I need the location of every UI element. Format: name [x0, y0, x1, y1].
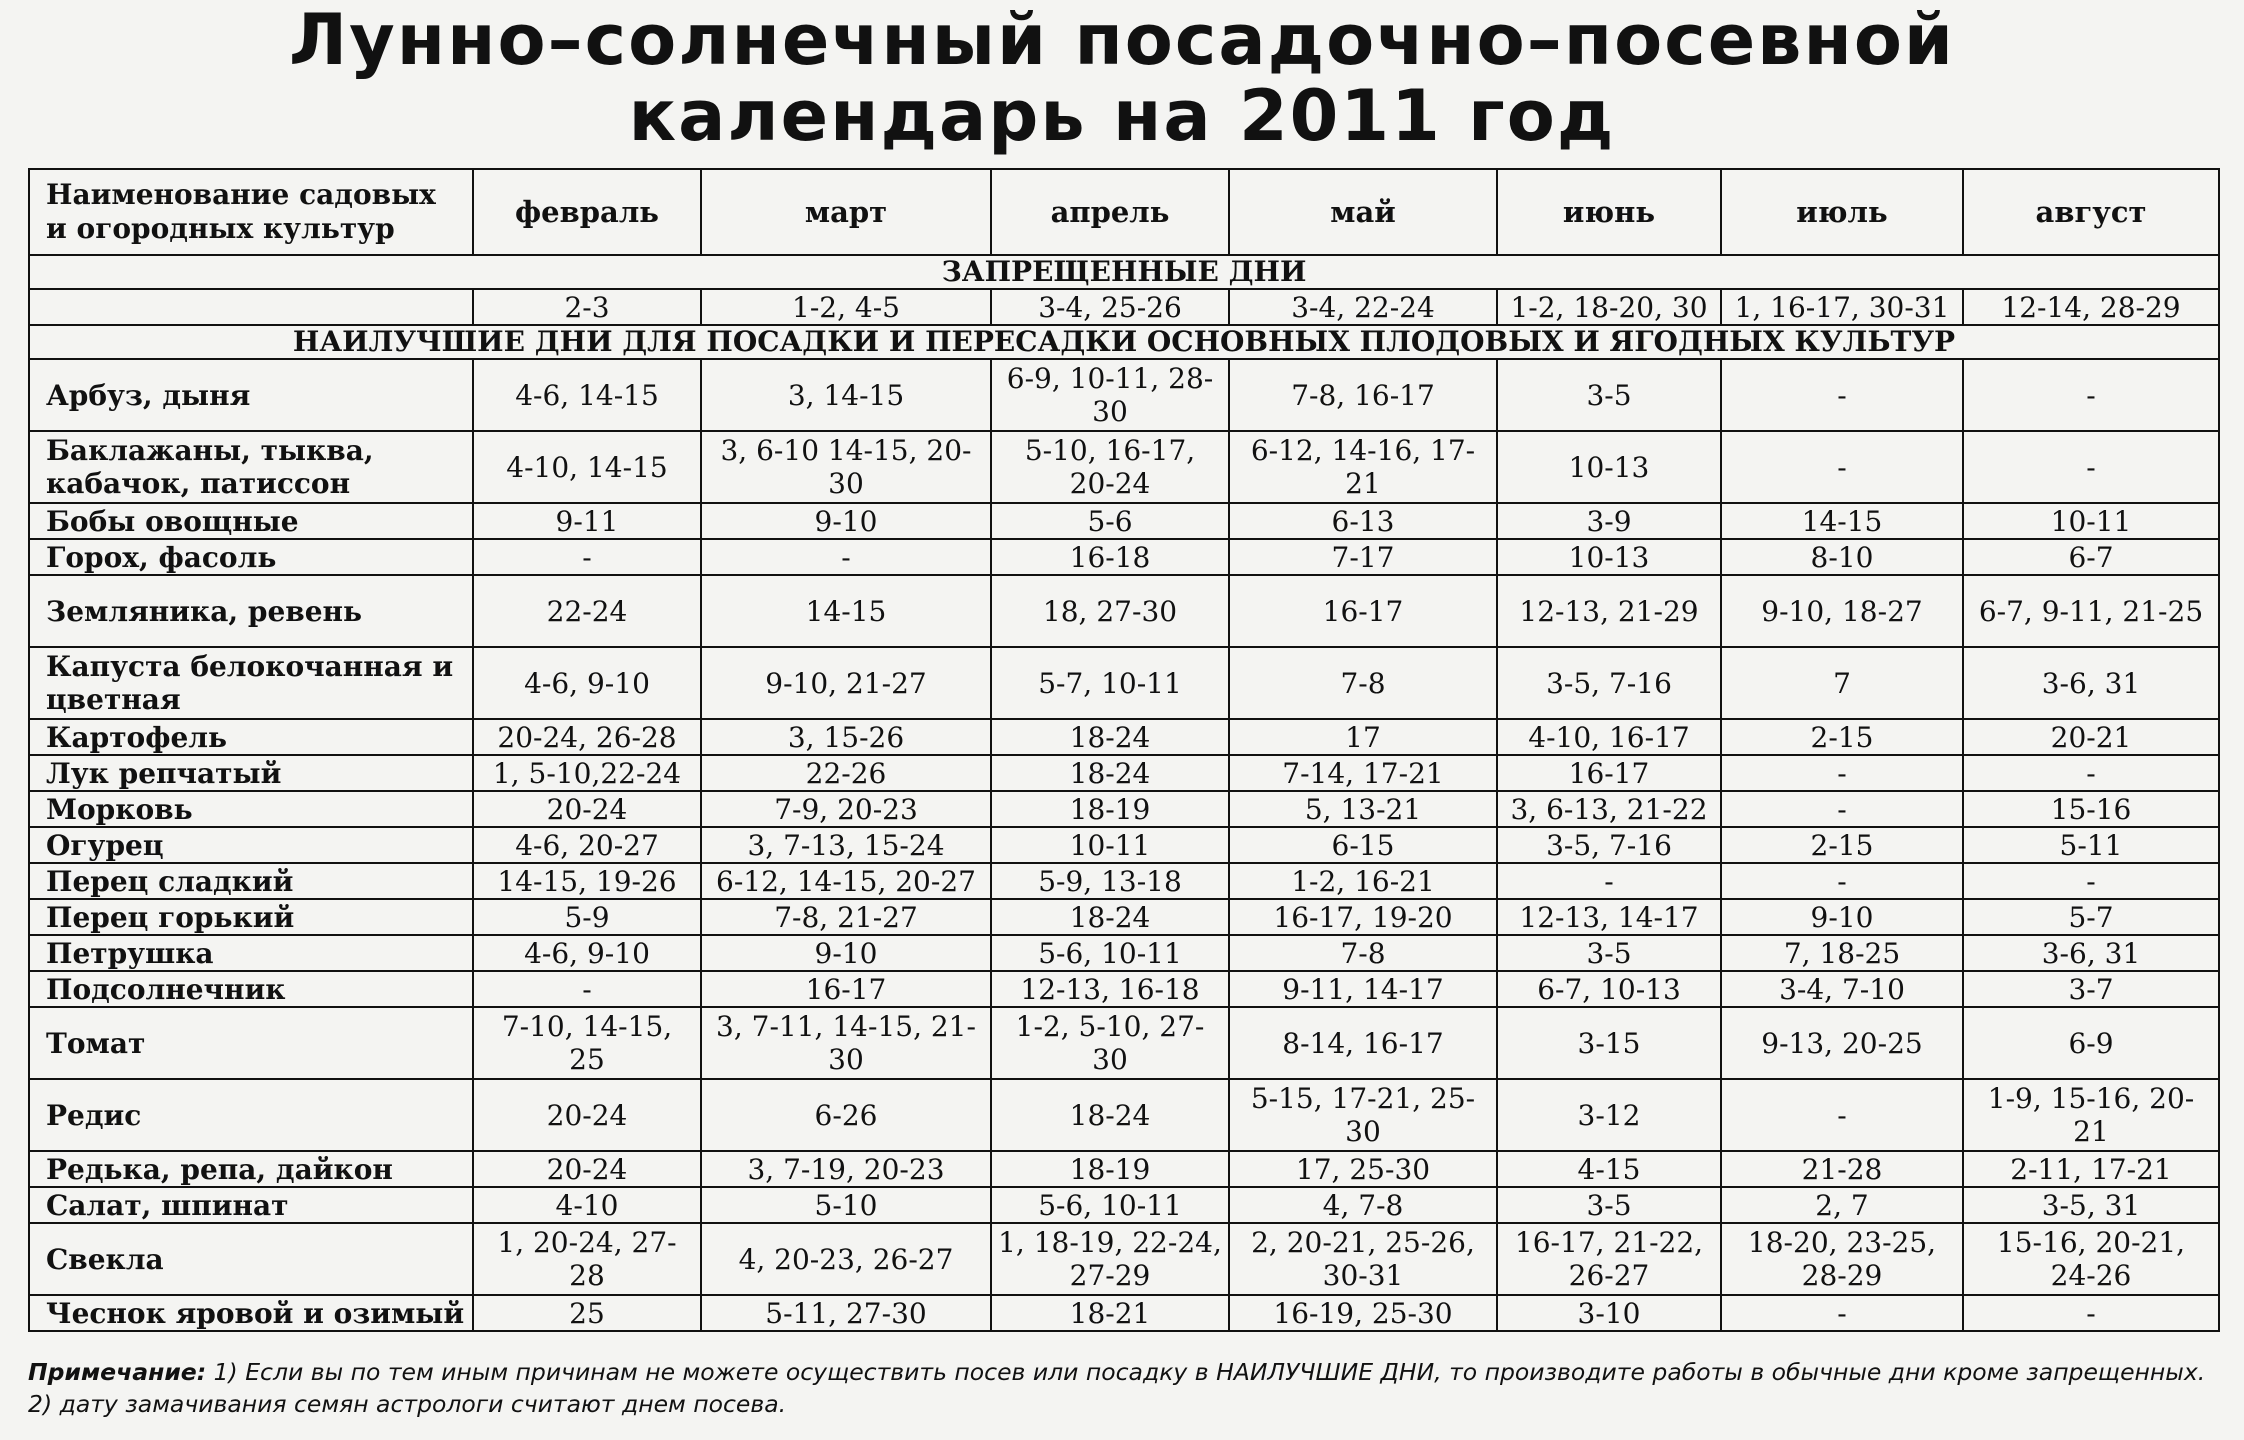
table-row	[29, 1223, 2219, 1295]
best-days-cell: 3, 7-13, 15-24	[701, 827, 991, 863]
best-days-cell: 7-8	[1229, 647, 1497, 719]
best-days-cell: 10-13	[1497, 431, 1721, 503]
best-days-cell: 10-11	[991, 827, 1229, 863]
crop-name-cell: Огурец	[29, 827, 473, 863]
best-days-cell: 4-6, 9-10	[473, 647, 701, 719]
best-days-cell: 18-24	[991, 719, 1229, 755]
table-row	[29, 359, 2219, 431]
best-days-cell: 5-7	[1963, 899, 2219, 935]
best-days-cell: 16-17, 21-22, 26-27	[1497, 1223, 1721, 1295]
best-days-cell: 9-11	[473, 503, 701, 539]
best-days-cell: 16-17	[1497, 755, 1721, 791]
best-days-cell: 4-10, 16-17	[1497, 719, 1721, 755]
forbidden-section-row	[29, 255, 2219, 289]
forbidden-days-cell: 2-3	[473, 289, 701, 325]
best-section-label: НАИЛУЧШИЕ ДНИ ДЛЯ ПОСАДКИ И ПЕРЕСАДКИ ОСНОВНЫХ ПЛОДОВЫХ И ЯГОДНЫХ КУЛЬТУР	[29, 325, 2219, 359]
best-days-cell: 7-9, 20-23	[701, 791, 991, 827]
best-days-cell: 3-7	[1963, 971, 2219, 1007]
best-days-cell: 18-20, 23-25, 28-29	[1721, 1223, 1963, 1295]
best-days-cell: 7, 18-25	[1721, 935, 1963, 971]
crop-name-cell: Лук репчатый	[29, 755, 473, 791]
best-days-cell: 21-28	[1721, 1151, 1963, 1187]
footnote-line-2: 2) дату замачивания семян астрологи считают днем посева.	[28, 1390, 787, 1418]
crop-name-cell: Земляника, ревень	[29, 575, 473, 647]
best-days-cell: -	[1497, 863, 1721, 899]
best-days-cell: 7-10, 14-15, 25	[473, 1007, 701, 1079]
best-days-cell: 3-5	[1497, 1187, 1721, 1223]
best-days-cell: 1-9, 15-16, 20-21	[1963, 1079, 2219, 1151]
best-days-cell: 3-5, 7-16	[1497, 827, 1721, 863]
month-header: май	[1229, 169, 1497, 255]
best-days-cell: -	[1963, 755, 2219, 791]
crop-name-cell: Перец горький	[29, 899, 473, 935]
best-days-cell: 5-11	[1963, 827, 2219, 863]
table-row	[29, 1079, 2219, 1151]
best-days-cell: -	[1721, 755, 1963, 791]
best-days-cell: 17, 25-30	[1229, 1151, 1497, 1187]
best-days-cell: 15-16	[1963, 791, 2219, 827]
header-row	[29, 169, 2219, 255]
crop-name-cell: Морковь	[29, 791, 473, 827]
title-line-2: календарь на 2011 год	[628, 75, 1616, 157]
best-days-cell: 9-10, 21-27	[701, 647, 991, 719]
table-row	[29, 719, 2219, 755]
best-days-cell: 14-15	[701, 575, 991, 647]
best-days-cell: 9-13, 20-25	[1721, 1007, 1963, 1079]
table-row	[29, 971, 2219, 1007]
best-days-cell: 3-15	[1497, 1007, 1721, 1079]
best-days-cell: -	[1721, 359, 1963, 431]
best-days-cell: 18-24	[991, 1079, 1229, 1151]
best-days-cell: 3-5, 7-16	[1497, 647, 1721, 719]
best-days-cell: 16-17	[1229, 575, 1497, 647]
best-days-cell: 1, 5-10,22-24	[473, 755, 701, 791]
best-days-cell: 18-24	[991, 755, 1229, 791]
best-days-cell: 5-6, 10-11	[991, 935, 1229, 971]
best-days-cell: -	[473, 971, 701, 1007]
table-row	[29, 755, 2219, 791]
forbidden-days-row	[29, 289, 2219, 325]
best-days-cell: 1-2, 16-21	[1229, 863, 1497, 899]
best-days-cell: 4-10, 14-15	[473, 431, 701, 503]
table-row	[29, 539, 2219, 575]
best-days-cell: 7-8, 16-17	[1229, 359, 1497, 431]
best-days-cell: 10-13	[1497, 539, 1721, 575]
best-days-cell: 5-10, 16-17, 20-24	[991, 431, 1229, 503]
best-days-cell: 3, 14-15	[701, 359, 991, 431]
best-days-cell: 6-7	[1963, 539, 2219, 575]
best-days-cell: 9-10	[701, 503, 991, 539]
crop-name-cell: Картофель	[29, 719, 473, 755]
forbidden-days-cell: 3-4, 25-26	[991, 289, 1229, 325]
best-days-cell: 8-10	[1721, 539, 1963, 575]
month-header: август	[1963, 169, 2219, 255]
best-days-cell: 8-14, 16-17	[1229, 1007, 1497, 1079]
best-days-cell: 3-5	[1497, 935, 1721, 971]
best-days-cell: 3-5	[1497, 359, 1721, 431]
best-days-cell: 4-6, 9-10	[473, 935, 701, 971]
best-days-cell: 17	[1229, 719, 1497, 755]
forbidden-days-cell: 1-2, 4-5	[701, 289, 991, 325]
best-days-cell: 5, 13-21	[1229, 791, 1497, 827]
best-days-cell: 20-24	[473, 791, 701, 827]
crop-name-cell: Капуста белокочанная и цветная	[29, 647, 473, 719]
best-days-cell: 20-24	[473, 1151, 701, 1187]
best-days-cell: 7-14, 17-21	[1229, 755, 1497, 791]
best-days-cell: 14-15, 19-26	[473, 863, 701, 899]
forbidden-days-cell: 12-14, 28-29	[1963, 289, 2219, 325]
crop-name-cell: Томат	[29, 1007, 473, 1079]
best-days-cell: 5-9, 13-18	[991, 863, 1229, 899]
footnote-line-1: 1) Если вы по тем иным причинам не можете осуществить посев или посадку в НАИЛУЧШИЕ ДНИ, то производите работы в обычные дни кроме запрещенных.	[206, 1358, 2206, 1386]
forbidden-days-cell: 3-4, 22-24	[1229, 289, 1497, 325]
crop-name-cell: Подсолнечник	[29, 971, 473, 1007]
page-title	[0, 0, 2244, 157]
best-days-cell: 3-9	[1497, 503, 1721, 539]
forbidden-section-label: ЗАПРЕЩЕННЫЕ ДНИ	[29, 255, 2219, 289]
best-days-cell: 12-13, 21-29	[1497, 575, 1721, 647]
table-row	[29, 1151, 2219, 1187]
best-days-cell: 5-11, 27-30	[701, 1295, 991, 1331]
best-days-cell: 20-24	[473, 1079, 701, 1151]
table-row	[29, 791, 2219, 827]
best-days-cell: 6-7, 10-13	[1497, 971, 1721, 1007]
best-days-cell: 6-13	[1229, 503, 1497, 539]
best-days-cell: 25	[473, 1295, 701, 1331]
best-days-cell: 7	[1721, 647, 1963, 719]
forbidden-days-empty-cell	[29, 289, 473, 325]
best-days-cell: 7-8, 21-27	[701, 899, 991, 935]
best-days-cell: 2, 7	[1721, 1187, 1963, 1223]
best-days-cell: -	[473, 539, 701, 575]
best-days-cell: 3-12	[1497, 1079, 1721, 1151]
best-days-cell: 20-21	[1963, 719, 2219, 755]
crop-name-cell: Чеснок яровой и озимый	[29, 1295, 473, 1331]
best-days-cell: 4, 7-8	[1229, 1187, 1497, 1223]
best-days-cell: 4-10	[473, 1187, 701, 1223]
best-days-cell: -	[1721, 1295, 1963, 1331]
table-row	[29, 1007, 2219, 1079]
best-days-cell: 16-18	[991, 539, 1229, 575]
table-row	[29, 647, 2219, 719]
best-section-row	[29, 325, 2219, 359]
best-days-cell: 2-15	[1721, 827, 1963, 863]
best-days-cell: 12-13, 16-18	[991, 971, 1229, 1007]
title-line-1: Лунно–солнечный посадочно–посевной	[289, 0, 1955, 81]
best-days-cell: 4-6, 20-27	[473, 827, 701, 863]
crop-name-cell: Бобы овощные	[29, 503, 473, 539]
best-days-cell: 6-12, 14-16, 17-21	[1229, 431, 1497, 503]
best-days-cell: 1-2, 5-10, 27-30	[991, 1007, 1229, 1079]
best-days-cell: -	[1963, 863, 2219, 899]
crop-name-cell: Редька, репа, дайкон	[29, 1151, 473, 1187]
forbidden-days-cell: 1-2, 18-20, 30	[1497, 289, 1721, 325]
crop-name-cell: Горох, фасоль	[29, 539, 473, 575]
best-days-cell: 3, 6-10 14-15, 20-30	[701, 431, 991, 503]
best-days-cell: 3-5, 31	[1963, 1187, 2219, 1223]
footnote	[28, 1356, 2228, 1420]
best-days-cell: 22-26	[701, 755, 991, 791]
best-days-cell: 3, 15-26	[701, 719, 991, 755]
best-days-cell: 6-9	[1963, 1007, 2219, 1079]
best-days-cell: 5-6	[991, 503, 1229, 539]
best-days-cell: 3-6, 31	[1963, 647, 2219, 719]
month-header: июль	[1721, 169, 1963, 255]
month-header: апрель	[991, 169, 1229, 255]
table-row	[29, 575, 2219, 647]
best-days-cell: 20-24, 26-28	[473, 719, 701, 755]
best-days-cell: 18, 27-30	[991, 575, 1229, 647]
table-row	[29, 863, 2219, 899]
best-days-cell: 3-4, 7-10	[1721, 971, 1963, 1007]
best-days-cell: -	[1963, 1295, 2219, 1331]
table-row	[29, 899, 2219, 935]
best-days-cell: 6-12, 14-15, 20-27	[701, 863, 991, 899]
best-days-cell: 7-8	[1229, 935, 1497, 971]
best-days-cell: 22-24	[473, 575, 701, 647]
best-days-cell: 9-10	[1721, 899, 1963, 935]
best-days-cell: 2, 20-21, 25-26, 30-31	[1229, 1223, 1497, 1295]
forbidden-days-cell: 1, 16-17, 30-31	[1721, 289, 1963, 325]
best-days-cell: -	[1963, 359, 2219, 431]
best-days-cell: -	[1721, 863, 1963, 899]
best-days-cell: 12-13, 14-17	[1497, 899, 1721, 935]
best-days-cell: 9-10	[701, 935, 991, 971]
crop-name-cell: Салат, шпинат	[29, 1187, 473, 1223]
table-row	[29, 431, 2219, 503]
table-body	[29, 255, 2219, 1331]
crop-name-cell: Баклажаны, тыква, кабачок, патиссон	[29, 431, 473, 503]
best-days-cell: 4, 20-23, 26-27	[701, 1223, 991, 1295]
best-days-cell: 6-26	[701, 1079, 991, 1151]
best-days-cell: 9-10, 18-27	[1721, 575, 1963, 647]
best-days-cell: 18-21	[991, 1295, 1229, 1331]
crop-name-cell: Свекла	[29, 1223, 473, 1295]
best-days-cell: 6-7, 9-11, 21-25	[1963, 575, 2219, 647]
best-days-cell: -	[1963, 431, 2219, 503]
table-row	[29, 827, 2219, 863]
table-row	[29, 935, 2219, 971]
month-header: февраль	[473, 169, 701, 255]
best-days-cell: 18-19	[991, 791, 1229, 827]
planting-calendar-table	[28, 168, 2220, 1332]
best-days-cell: -	[701, 539, 991, 575]
best-days-cell: 9-11, 14-17	[1229, 971, 1497, 1007]
crop-name-cell: Перец сладкий	[29, 863, 473, 899]
crop-name-cell: Петрушка	[29, 935, 473, 971]
best-days-cell: 18-24	[991, 899, 1229, 935]
best-days-cell: 2-11, 17-21	[1963, 1151, 2219, 1187]
best-days-cell: 3-10	[1497, 1295, 1721, 1331]
best-days-cell: 1, 20-24, 27-28	[473, 1223, 701, 1295]
best-days-cell: 3, 6-13, 21-22	[1497, 791, 1721, 827]
best-days-cell: 10-11	[1963, 503, 2219, 539]
best-days-cell: 4-15	[1497, 1151, 1721, 1187]
footnote-label: Примечание:	[28, 1358, 207, 1386]
best-days-cell: 5-10	[701, 1187, 991, 1223]
best-days-cell: 2-15	[1721, 719, 1963, 755]
table-row	[29, 1295, 2219, 1331]
best-days-cell: 6-9, 10-11, 28-30	[991, 359, 1229, 431]
crop-name-cell: Редис	[29, 1079, 473, 1151]
best-days-cell: 15-16, 20-21, 24-26	[1963, 1223, 2219, 1295]
best-days-cell: 5-15, 17-21, 25-30	[1229, 1079, 1497, 1151]
best-days-cell: 3, 7-19, 20-23	[701, 1151, 991, 1187]
best-days-cell: 18-19	[991, 1151, 1229, 1187]
table-row	[29, 503, 2219, 539]
best-days-cell: 4-6, 14-15	[473, 359, 701, 431]
best-days-cell: 5-9	[473, 899, 701, 935]
best-days-cell: -	[1721, 791, 1963, 827]
best-days-cell: 5-6, 10-11	[991, 1187, 1229, 1223]
best-days-cell: 3, 7-11, 14-15, 21-30	[701, 1007, 991, 1079]
best-days-cell: -	[1721, 431, 1963, 503]
best-days-cell: 6-15	[1229, 827, 1497, 863]
best-days-cell: 5-7, 10-11	[991, 647, 1229, 719]
best-days-cell: 7-17	[1229, 539, 1497, 575]
best-days-cell: -	[1721, 1079, 1963, 1151]
best-days-cell: 3-6, 31	[1963, 935, 2219, 971]
crop-name-cell: Арбуз, дыня	[29, 359, 473, 431]
crop-column-header: Наименование садовых и огородных культур	[29, 169, 473, 255]
table-row	[29, 1187, 2219, 1223]
best-days-cell: 14-15	[1721, 503, 1963, 539]
month-header: июнь	[1497, 169, 1721, 255]
month-header: март	[701, 169, 991, 255]
best-days-cell: 16-17, 19-20	[1229, 899, 1497, 935]
best-days-cell: 1, 18-19, 22-24, 27-29	[991, 1223, 1229, 1295]
best-days-cell: 16-17	[701, 971, 991, 1007]
best-days-cell: 16-19, 25-30	[1229, 1295, 1497, 1331]
